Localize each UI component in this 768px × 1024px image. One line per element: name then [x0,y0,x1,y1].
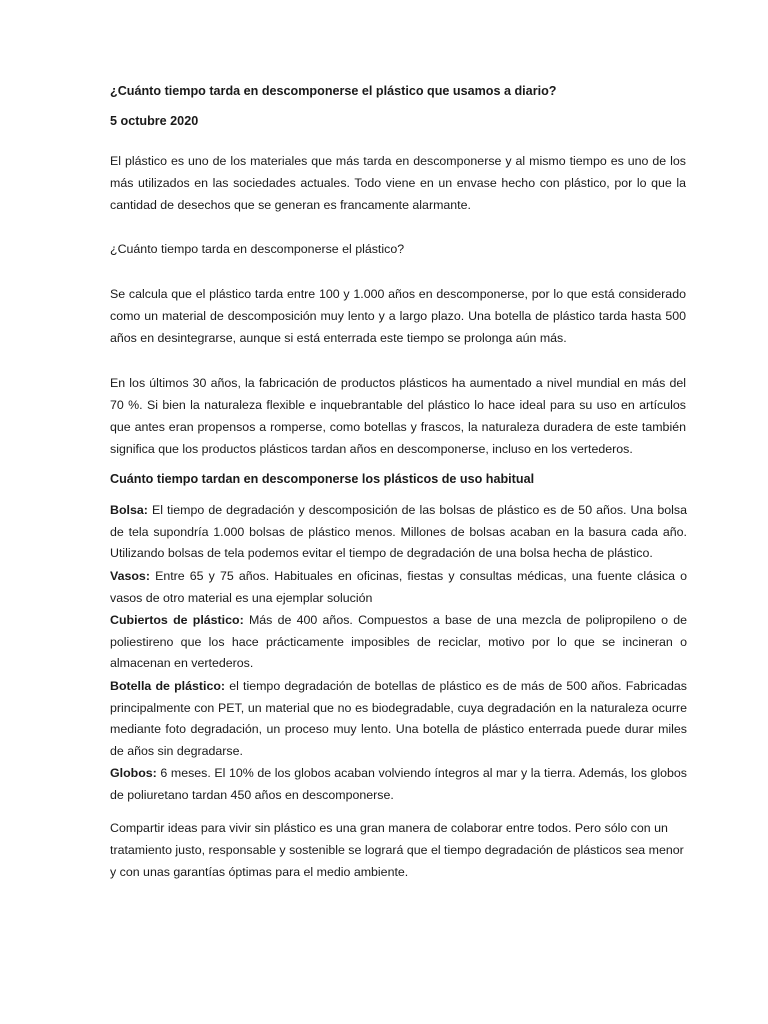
calculation-paragraph: Se calcula que el plástico tarda entre 100 y 1.000 años en descomponerse, por lo que está considerado como un material de descomposición muy lento y a largo plazo. Una botella de plástico tarda hasta 500 años en desintegrarse, aunque si está enterrada este tiempo se prolonga aún más. [110,287,686,345]
item-label: Botella de plástico: [110,679,226,693]
list-item-cubiertos [110,610,687,675]
intro-paragraph: El plástico es uno de los materiales que más tarda en descomponerse y al mismo tiempo es uno de los más utilizados en las sociedades actuales. Todo viene en un envase hecho con plástico, por lo que la cantidad de desechos que se generan es francamente alarmante. [110,154,686,212]
item-label: Globos: [110,766,157,780]
list-item-bolsa [110,500,687,565]
list-item-globos [110,763,687,806]
item-text: Entre 65 y 75 años. Habituales en oficinas, fiestas y consultas médicas, una fuente clásica o vasos de otro material es una ejemplar solución [110,569,687,605]
document-date: 5 octubre 2020 [110,114,199,128]
item-label: Cubiertos de plástico: [110,613,244,627]
list-item-botella [110,676,687,762]
item-text: el tiempo degradación de botellas de plástico es de más de 500 años. Fabricadas principalmente con PET, un material que no es biodegradable, cuya degradación en la naturaleza ocurre mediante foto degradación, un proceso muy lento. Una botella de plástico enterrada puede durar miles de años sin degradarse. [110,679,687,758]
item-label: Bolsa: [110,503,148,517]
list-item-vasos [110,566,687,609]
item-text: Más de 400 años. Compuestos a base de una mezcla de polipropileno o de poliestireno que los hace prácticamente imposibles de reciclar, motivo por lo que se incineran o almacenan en vertederos. [110,613,687,670]
item-label: Vasos: [110,569,150,583]
fabrication-paragraph: En los últimos 30 años, la fabricación de productos plásticos ha aumentado a nivel mundial en más del 70 %. Si bien la naturaleza flexible e inquebrantable del plástico lo hace ideal para su uso en artículos que antes eran propensos a romperse, como botellas y frascos, la naturaleza duradera de este también significa que los productos plásticos tardan años en descomponerse, incluso en los vertederos. [110,376,686,456]
item-text: El tiempo de degradación y descomposición de las bolsas de plástico es de 50 años. Una bolsa de tela supondría 1.000 bolsas de plástico menos. Millones de bolsas acaban en la basura cada año. Utilizando bolsas de tela podemos evitar el tiempo de degradación de una bolsa hecha de plástico. [110,503,687,560]
question-line: ¿Cuánto tiempo tarda en descomponerse el plástico? [110,242,405,256]
item-text: 6 meses. El 10% de los globos acaban volviendo íntegros al mar y la tierra. Además, los globos de poliuretano tardan 450 años en descomponerse. [110,766,687,802]
section-heading: Cuánto tiempo tardan en descomponerse los plásticos de uso habitual [110,472,535,486]
document-title: ¿Cuánto tiempo tarda en descomponerse el plástico que usamos a diario? [110,84,557,98]
closing-paragraph: Compartir ideas para vivir sin plástico es una gran manera de colaborar entre todos. Pero sólo con un tratamiento justo, responsable y sostenible se logrará que el tiempo degradación de plásticos sea menor y con unas garantías óptimas para el medio ambiente. [110,821,684,879]
